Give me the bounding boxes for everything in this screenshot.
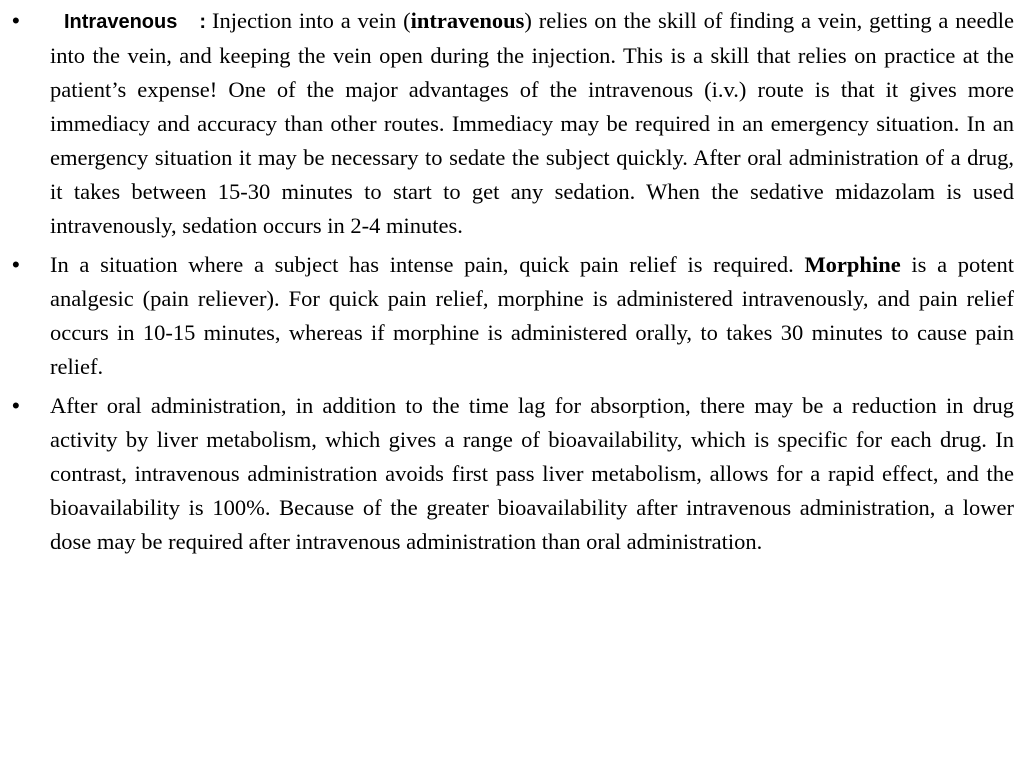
bullet-point-icon: • <box>12 8 20 33</box>
bullet-intravenous <box>12 4 1014 243</box>
heading-colon: : <box>199 11 207 33</box>
bullet-3-text: After oral administration, in addition to the time lag for absorption, there may be a reduction in drug activity by liver metabolism, which gives a range of bioavailability, which is specific for each drug. In contrast, intravenous administration avoids first pass liver metabolism, allows for a rapid effect, and the bioavailability is 100%. Because of the greater bioavailability after intravenous administration, a lower dose may be required after intravenous administration than oral administration. <box>50 393 1014 554</box>
bullet-2-bold-term: Morphine <box>804 252 901 277</box>
bullet-2-text-before: In a situation where a subject has intense pain, quick pain relief is required. <box>50 252 805 277</box>
bullet-point-icon: • <box>12 252 20 277</box>
bullet-1-text-after: ) relies on the skill of finding a vein, getting a needle into the vein, and keeping the vein open during the injection. This is a skill that relies on practice at the patient’s expense! One of the major advantages of the intravenous (i.v.) route is that it gives more immediacy and accuracy than other routes. Immediacy may be required in an emergency situation. In an emergency situation it may be necessary to sedate the subject quickly. After oral administration of a drug, it takes between 15-30 minutes to start to get any sedation. When the sedative midazolam is used intravenously, sedation occurs in 2-4 minutes. <box>50 8 1014 238</box>
intravenous-heading: Intravenous <box>64 11 178 33</box>
bullet-2-text-after: is a potent analgesic (pain reliever). For quick pain relief, morphine is administered intravenously, and pain relief occurs in 10-15 minutes, whereas if morphine is administered orally, to takes 30 minutes to cause pain relief. <box>50 252 1015 379</box>
bullet-morphine <box>12 248 1014 384</box>
bullet-1-bold-term: intravenous <box>410 8 525 33</box>
bullet-1-text-before: Injection into a vein ( <box>212 8 411 33</box>
bullet-bioavailability <box>12 389 1014 559</box>
bullet-point-icon: • <box>12 393 20 418</box>
bullet-list <box>12 4 1014 564</box>
